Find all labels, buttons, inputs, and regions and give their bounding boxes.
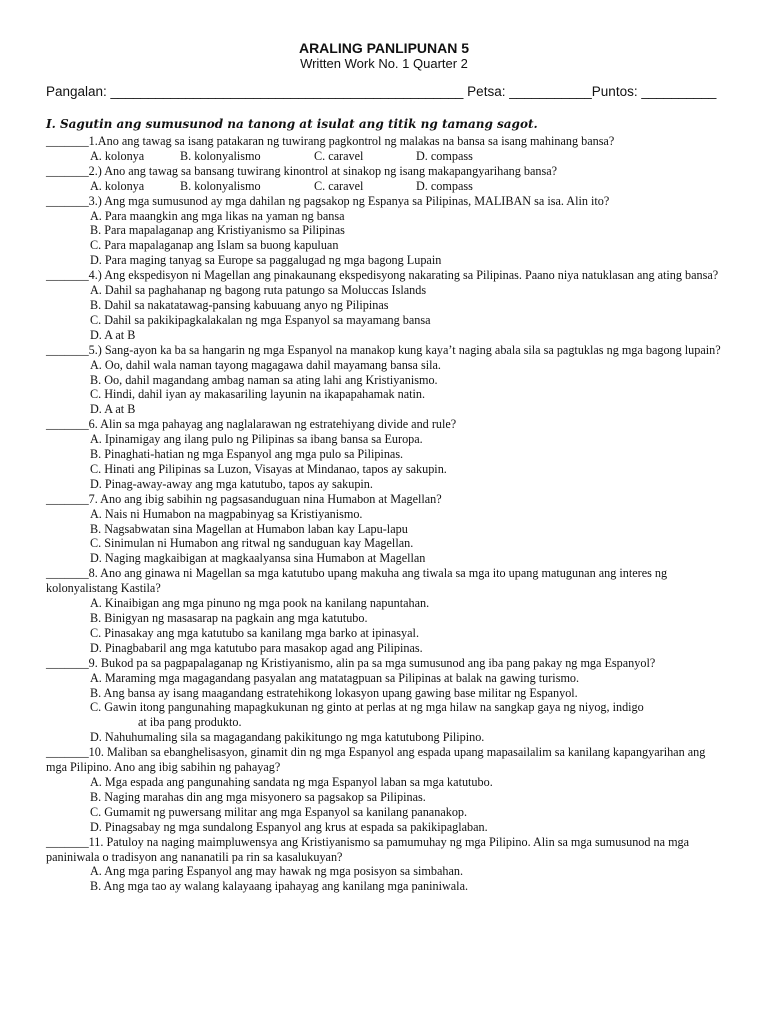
question-11 <box>46 835 726 895</box>
question-6 <box>46 417 726 492</box>
page-title: ARALING PANLIPUNAN 5 <box>298 40 470 56</box>
choice-b: B. Ang mga tao ay walang kalayaang ipahayag ang kanilang mga paniniwala. <box>90 879 469 894</box>
choice-b: B. Binigyan ng masasarap na pagkain ang mga katutubo. <box>90 611 368 625</box>
choice-a: A. kolonya <box>90 148 145 163</box>
question-1 <box>46 134 726 164</box>
choice-d: D. Para maging tanyag sa Europe sa paggalugad ng mga bagong Lupain <box>90 253 442 268</box>
choice-b: B. Para mapalaganap ang Kristiyanismo sa Pilipinas <box>90 223 345 238</box>
choice-d: D. A at B <box>90 402 136 417</box>
question-text: _______10. Maliban sa ebanghelisasyon, ginamit din ng mga Espanyol ang espada upang mapasailalim sa kanilang kapangyarihan ang mga Pilipino. Ano ang ibig sabihin ng pahayag? <box>46 745 706 775</box>
question-4 <box>46 268 726 343</box>
choices-row <box>46 149 726 164</box>
choice-a: A. Dahil sa paghahanap ng bagong ruta patungo sa Moluccas Islands <box>90 283 427 298</box>
choice-d: D. Nahuhumaling sila sa magagandang pakikitungo ng mga katutubong Pilipino. <box>90 730 485 745</box>
question-text: _______5.) Sang-ayon ka ba sa hangarin ng mga Espanyol na manakop kung kaya’t naging abala sila sa pagtuklas ng mga bagong lupain? <box>46 342 721 357</box>
choice-d: D. compass <box>416 178 473 193</box>
choice-d: D. Pinagbabaril ang mga katutubo para masakop agad ang Pilipinas. <box>90 640 423 655</box>
question-text: _______1.Ano ang tawag sa isang patakaran ng tuwirang pagkontrol ng malakas na bansa sa isang mahinang bansa? <box>46 134 615 148</box>
question-text: _______8. Ano ang ginawa ni Magellan sa mga katutubo upang makuha ang tiwala sa mga ito upang matugunan ang interes ng kolonyalistang Kastila? <box>46 566 668 596</box>
choice-c: C. caravel <box>314 148 364 163</box>
choice-a: A. Para maangkin ang mga likas na yaman ng bansa <box>90 208 345 223</box>
choice-b: B. Naging marahas din ang mga misyonero sa pagsakop sa Pilipinas. <box>90 789 426 804</box>
student-info-row: Pangalan: _______________________________________________ Petsa: ___________Puntos: __________ <box>46 84 717 99</box>
question-text: _______9. Bukod pa sa pagpapalaganap ng Kristiyanismo, alin pa sa mga sumusunod ang iba pang pakay ng mga Espanyol? <box>46 655 656 670</box>
question-text: _______11. Patuloy na naging maimpluwensya ang Kristiyanismo sa pamumuhay ng mga Pilipino. Alin sa mga sumusunod na mga paniniwala o tradisyon ang nananatili pa rin sa kasalukuyan? <box>46 834 690 864</box>
choice-b: B. Oo, dahil magandang ambag naman sa ating lahi ang Kristiyanismo. <box>90 372 438 387</box>
choice-b: B. Pinaghati-hatian ng mga Espanyol ang mga pulo sa Pilipinas. <box>90 447 404 462</box>
choice-b: B. Dahil sa nakatatawag-pansing kabuuang anyo ng Pilipinas <box>90 297 389 312</box>
choice-c: C. Pinasakay ang mga katutubo sa kanilang mga barko at ipinasyal. <box>90 625 419 640</box>
question-3 <box>46 194 726 269</box>
question-text: _______7. Ano ang ibig sabihin ng pagsasanduguan nina Humabon at Magellan? <box>46 491 442 506</box>
question-8 <box>46 566 726 655</box>
choice-c: C. Hinati ang Pilipinas sa Luzon, Visayas at Mindanao, tapos ay sakupin. <box>90 461 447 476</box>
choice-c: C. Dahil sa pakikipagkalakalan ng mga Espanyol sa mayamang bansa <box>90 312 431 327</box>
question-text: _______2.) Ano ang tawag sa bansang tuwirang kinontrol at sinakop ng isang makapangyarihang bansa? <box>46 163 558 178</box>
choice-b: B. kolonyalismo <box>180 148 261 163</box>
choice-a: A. Kinaibigan ang mga pinuno ng mga pook na kanilang napuntahan. <box>90 596 430 611</box>
question-9 <box>46 656 726 745</box>
choice-c: C. Hindi, dahil iyan ay makasariling layunin na ikapapahamak natin. <box>90 387 426 402</box>
choice-a: A. Maraming mga magagandang pasyalan ang matatagpuan sa Pilipinas at balak na gawing turismo. <box>90 670 580 685</box>
question-list <box>46 134 726 894</box>
choice-d: D. Naging magkaibigan at magkaalyansa sina Humabon at Magellan <box>90 551 426 566</box>
choice-a: A. Ipinamigay ang ilang pulo ng Pilipinas sa ibang bansa sa Europa. <box>90 432 423 447</box>
choice-c: C. caravel <box>314 178 364 193</box>
choices-row <box>46 179 726 194</box>
question-text: _______6. Alin sa mga pahayag ang naglalarawan ng estratehiyang divide and rule? <box>46 417 457 432</box>
choice-a: A. Nais ni Humabon na magpabinyag sa Kristiyanismo. <box>90 506 363 521</box>
question-2 <box>46 164 726 194</box>
question-7 <box>46 492 726 567</box>
choice-b: B. Nagsabwatan sina Magellan at Humabon laban kay Lapu-lapu <box>90 521 408 536</box>
choice-a: A. Ang mga paring Espanyol ang may hawak ng mga posisyon sa simbahan. <box>90 864 464 879</box>
choice-d: D. Pinagsabay ng mga sundalong Espanyol ang krus at espada sa pakikipaglaban. <box>90 819 488 834</box>
choice-c: C. Para mapalaganap ang Islam sa buong kapuluan <box>90 238 339 253</box>
choice-b: B. Ang bansa ay isang maagandang estratehikong lokasyon upang gawing base militar ng Espanyol. <box>90 685 578 700</box>
choice-b: B. kolonyalismo <box>180 178 261 193</box>
choice-c: C. Sinimulan ni Humabon ang ritwal ng sanduguan kay Magellan. <box>90 536 414 551</box>
section-instruction: I. Sagutin ang sumusunod na tanong at isulat ang titik ng tamang sagot. <box>46 117 538 131</box>
choice-c-continuation: at iba pang produkto. <box>138 715 242 730</box>
choice-a: A. Oo, dahil wala naman tayong magagawa dahil mayamang bansa sila. <box>90 357 441 372</box>
question-10 <box>46 745 726 834</box>
choice-c: C. Gumamit ng puwersang militar ang mga Espanyol sa kanilang pananakop. <box>90 804 468 819</box>
choice-d: D. compass <box>416 148 473 163</box>
choice-d: D. A at B <box>90 327 136 342</box>
question-text: _______4.) Ang ekspedisyon ni Magellan ang pinakaunang ekspedisyong nakarating sa Pilipinas. Paano niya natuklasan ang ating bansa? <box>46 268 719 283</box>
choice-c: C. Gawin itong pangunahing mapagkukunan ng ginto at perlas at ng mga hilaw na sangkap gaya ng niyog, indigo <box>90 700 644 715</box>
question-text: _______3.) Ang mga sumusunod ay mga dahilan ng pagsakop ng Espanya sa Pilipinas, MALIBAN sa isa. Alin ito? <box>46 193 610 208</box>
choice-a: A. kolonya <box>90 178 145 193</box>
choice-a: A. Mga espada ang pangunahing sandata ng mga Espanyol laban sa mga katutubo. <box>90 774 493 789</box>
page-subtitle: Written Work No. 1 Quarter 2 <box>300 56 468 71</box>
question-5 <box>46 343 726 418</box>
choice-d: D. Pinag-away-away ang mga katutubo, tapos ay sakupin. <box>90 476 373 491</box>
